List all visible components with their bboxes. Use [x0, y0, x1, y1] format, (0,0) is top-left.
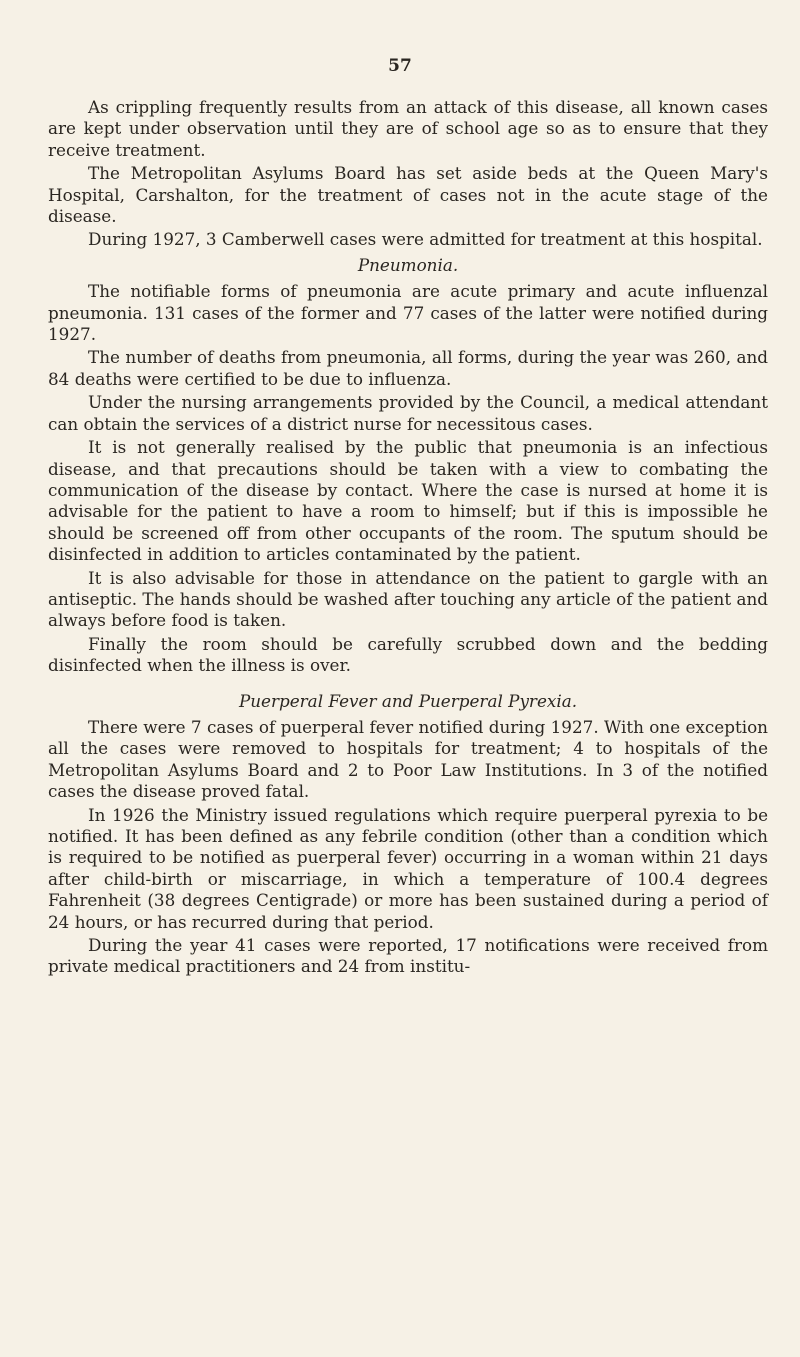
paragraph-metropolitan-asylums: The Metropolitan Asylums Board has set aside beds at the Queen Mary's Hospital, Carshalton, for the treatment of cases not in the acute stage of the disease.	[48, 163, 768, 227]
paragraph-nursing: Under the nursing arrangements provided by the Council, a medical attendant can obtain the services of a district nurse for necessitous cases.	[48, 392, 768, 434]
page-number: 57	[388, 56, 412, 76]
paragraph-room-scrubbed: Finally the room should be carefully scrubbed down and the bedding disinfected when the illness is over.	[48, 633, 768, 676]
paragraph-camberwell-cases: During 1927, 3 Camberwell cases were admitted for treatment at this hospital.	[88, 229, 763, 250]
heading-pneumonia: Pneumonia.	[357, 254, 459, 275]
paragraph-gargle: It is also advisable for those in attendance on the patient to gargle with an antiseptic. The hands should be washed after touching any article of the patient and always before food is taken.	[48, 567, 768, 631]
paragraph-ministry-regulations: In 1926 the Ministry issued regulations which require puerperal pyrexia to be notified. It has been defined as any febrile condition (other than a condition which is required to be notified as puerperal fever) occurring in a woman within 21 days after child-birth or miscarriage, in which a temperature of 100.4 degrees Fahrenheit (38 degrees Centigrade) or more has been sustained during a period of 24 hours, or has recurred during that period.	[48, 804, 768, 932]
heading-puerperal: Puerperal Fever and Puerperal Pyrexia.	[238, 690, 578, 711]
paragraph-infectious: It is not generally realised by the public that pneumonia is an infectious disease, and that precautions should be taken with a view to combating the communication of the disease by contact. Where the case is nursed at home it is advisable for the patient to have a room to himself; but if this is impossible he should be screened off from other occupants of the room. The sputum should be disinfected in addition to articles contaminated by the patient.	[48, 437, 768, 565]
paragraph-puerperal-cases: There were 7 cases of puerperal fever notified during 1927. With one exception all the cases were removed to hospitals for treatment; 4 to hospitals of the Metropolitan Asylums Board and 2 to Poor Law Institutions. In 3 of the notified cases the disease proved fatal.	[48, 716, 768, 802]
paragraph-crippling: As crippling frequently results from an attack of this disease, all known cases are kept under observation until they are of school age so as to ensure that they receive treatment.	[48, 97, 768, 160]
paragraph-notifiable-forms: The notifiable forms of pneumonia are acute primary and acute influenzal pneumonia. 131 cases of the former and 77 cases of the latter were notified during 1927.	[48, 281, 768, 345]
paragraph-reported-cases: During the year 41 cases were reported, 17 notifications were received from private medical practitioners and 24 from institu-	[48, 935, 768, 977]
body-text	[48, 97, 768, 980]
paragraph-deaths: The number of deaths from pneumonia, all forms, during the year was 260, and 84 deaths were certified to be due to influenza.	[48, 347, 768, 389]
